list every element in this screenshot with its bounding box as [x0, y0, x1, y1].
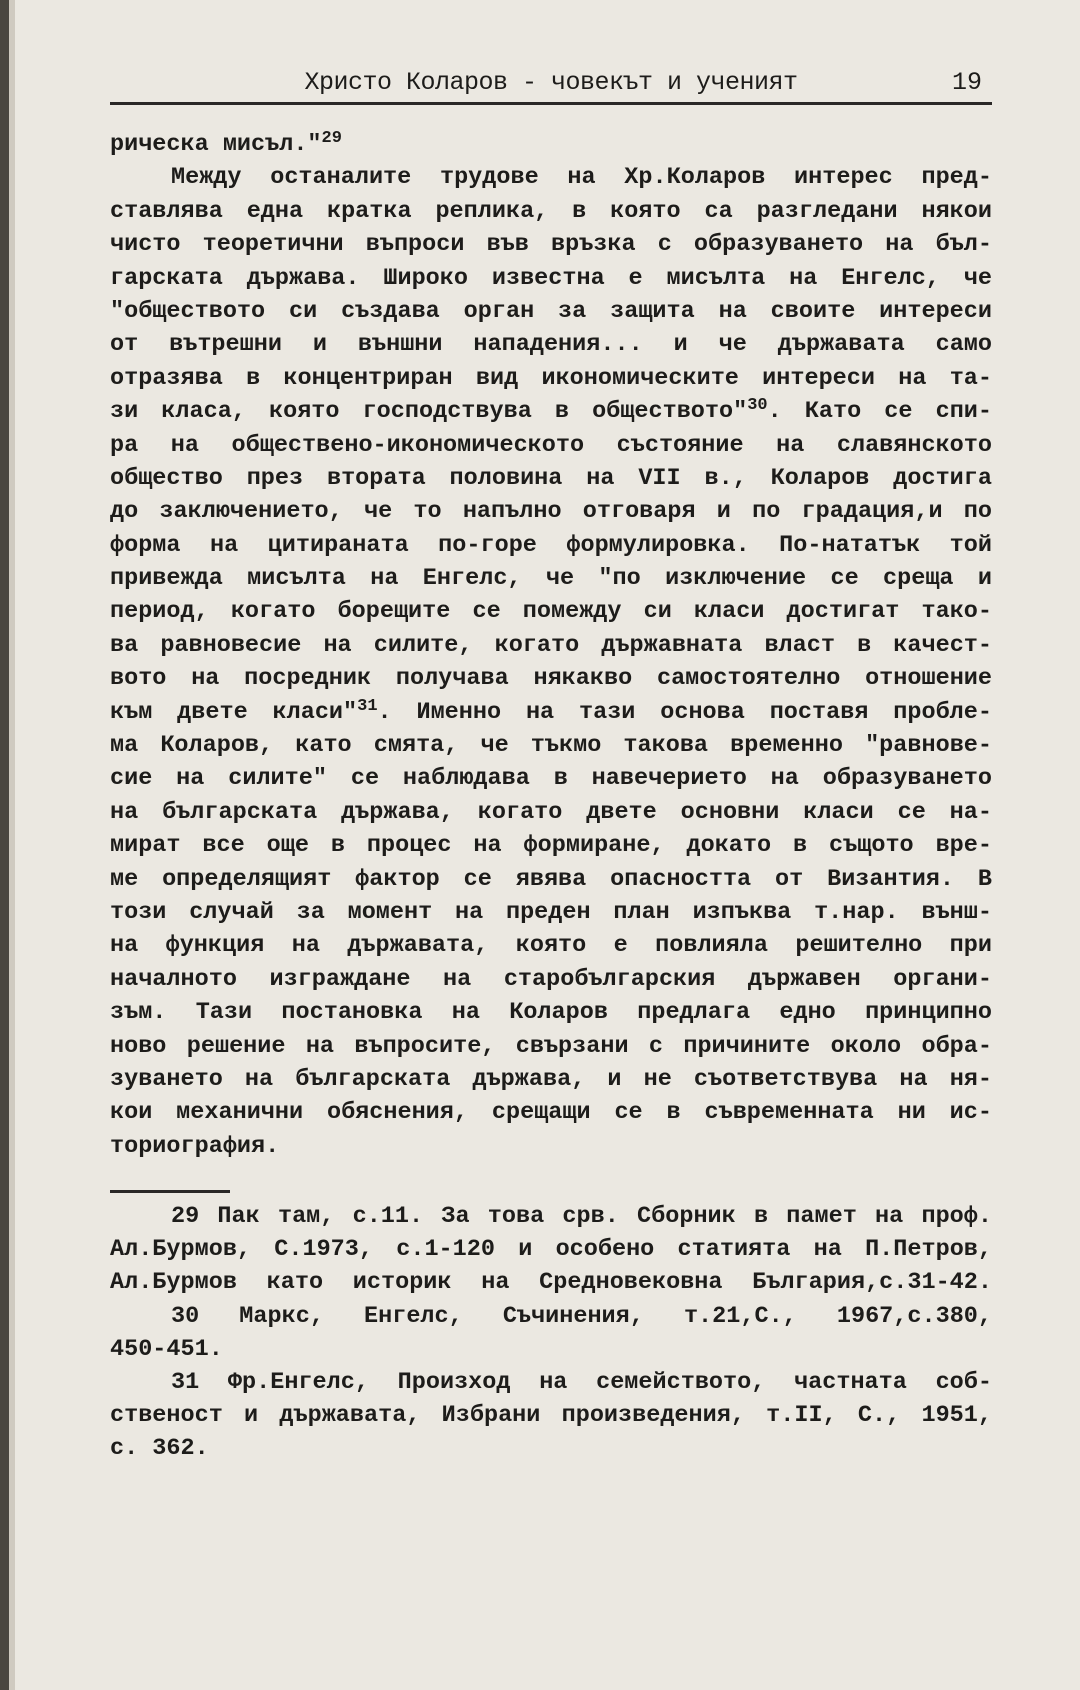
body-line: [110, 228, 992, 261]
body-line-text: ва равновесие на силите, когато държавната власт в качест-: [110, 631, 992, 659]
body-line: [110, 996, 992, 1029]
body-line: [110, 1096, 992, 1129]
body-line: [110, 161, 992, 194]
footnote-line-text: 450-451.: [110, 1335, 223, 1363]
body-line-text: ра на обществено-икономическото състояние на славянското: [110, 431, 992, 459]
body-line: [110, 128, 992, 161]
body-line-text: привежда мисълта на Енгелс, че "по изключение се среща и: [110, 565, 992, 593]
body-line: [110, 595, 992, 628]
body-line-text: "обществото си създава орган за защита на своите интереси: [110, 297, 992, 325]
body-line-text: този случай за момент на преден план изпъква т.нар. външ-: [110, 898, 992, 926]
body-line: [110, 1030, 992, 1063]
footnote-line: [110, 1366, 992, 1399]
footnote-reference: 31: [357, 696, 378, 716]
body-line-text: зуването на българската държава, и не съответствува на ня-: [110, 1065, 992, 1093]
body-line-text: сие на силите" се наблюдава в навечерието на образуването: [110, 765, 992, 793]
body-line: [110, 829, 992, 862]
body-line-text: отразява в концентриран вид икономическите интереси на та-: [110, 364, 992, 392]
body-line: [110, 963, 992, 996]
body-line-text: от вътрешни и външни нападения... и че държавата само: [110, 331, 992, 359]
body-line: [110, 662, 992, 695]
body-line-text: до заключението, че то напълно отговаря и по градация,и по: [110, 498, 992, 526]
running-header-title: Христо Коларов - човекът и ученият: [304, 68, 798, 97]
body-line-text: ново решение на въпросите, свързани с причините около обра-: [110, 1032, 992, 1060]
body-line-text: ставлява една кратка реплика, в която са разгледани някои: [110, 197, 992, 225]
footnote-line-text: с. 362.: [110, 1435, 209, 1463]
body-line-text: гарската държава. Широко известна е мисълта на Енгелс, че: [110, 264, 992, 292]
body-line-text: Между останалите трудове на Хр.Коларов интерес пред-: [171, 164, 992, 192]
body-line-text: на функция на държавата, която е повлияла решително при: [110, 932, 992, 960]
body-line: [110, 529, 992, 562]
body-line: [110, 362, 992, 395]
book-binding-edge: [0, 0, 9, 1690]
body-line: [110, 796, 992, 829]
body-line: [110, 696, 992, 729]
footnote-line: [110, 1300, 992, 1333]
body-line: [110, 195, 992, 228]
body-line: [110, 262, 992, 295]
footnote-reference: 30: [747, 396, 768, 416]
body-line: [110, 762, 992, 795]
body-line: [110, 495, 992, 528]
footnote-line: [110, 1399, 992, 1432]
footnote-line: [110, 1200, 992, 1233]
body-line-text: на българската държава, когато двете основни класи се на-: [110, 798, 992, 826]
body-line: [110, 1063, 992, 1096]
body-line-text: ма Коларов, като смята, че тъкмо такова временно "равнове-: [110, 732, 992, 760]
body-line-text: кои механични обяснения, срещащи се в съвременната ни ис-: [110, 1099, 992, 1127]
body-line: [110, 729, 992, 762]
body-line-text: към двете класи": [110, 698, 358, 726]
body-line-text-continued: . Именно на тази основа поставя пробле-: [377, 698, 992, 726]
body-line: [110, 295, 992, 328]
body-line: [110, 462, 992, 495]
page-gutter: [9, 0, 15, 1690]
body-line-text: зи класа, която господствува в обществото": [110, 398, 748, 426]
running-header: [110, 66, 992, 105]
body-line-text: общество през втората половина на VII в., Коларов достига: [110, 464, 992, 492]
body-text: [110, 128, 992, 1163]
body-line: [110, 1130, 992, 1163]
body-line: [110, 562, 992, 595]
footnote-line-text: ственост и държавата, Избрани произведения, т.II, С., 1951,: [110, 1402, 992, 1430]
body-line-text: чисто теоретични въпроси във връзка с образуването на бъл-: [110, 231, 992, 259]
body-line: [110, 863, 992, 896]
body-line: [110, 328, 992, 361]
footnote-line-text: 29 Пак там, с.11. За това срв. Сборник в памет на проф.: [171, 1203, 992, 1230]
body-line-text: зъм. Тази постановка на Коларов предлага едно принципно: [110, 999, 992, 1027]
body-line: [110, 896, 992, 929]
body-line-text: вото на посредник получава някакво самостоятелно отношение: [110, 665, 992, 693]
body-line-text: рическа мисъл.": [110, 131, 322, 158]
footnote-line-text: 30 Маркс, Енгелс, Съчинения, т.21,С., 1967,с.380,: [171, 1302, 992, 1330]
body-line: [110, 929, 992, 962]
footnotes: [110, 1200, 992, 1466]
page-number: 19: [951, 68, 982, 97]
footnote-line: [110, 1333, 992, 1366]
body-line-text: период, когато борещите се помежду си класи достигат тако-: [110, 598, 992, 626]
footnote-line: [110, 1266, 992, 1299]
footnote-separator: [110, 1190, 230, 1193]
body-line: [110, 629, 992, 662]
body-line-text-continued: . Като се спи-: [767, 398, 993, 426]
body-line: [110, 429, 992, 462]
body-line-text: мират все още в процес на формиране, докато в същото вре-: [110, 832, 992, 860]
body-line-text: началното изграждане на старобългарския държавен органи-: [110, 965, 992, 993]
body-line-text: форма на цитираната по-горе формулировка. По-нататък той: [110, 531, 992, 559]
footnote-line-text: 31 Фр.Енгелс, Произход на семейството, частната соб-: [171, 1368, 992, 1396]
body-line-text: ме определящият фактор се явява опасността от Византия. В: [110, 865, 992, 893]
footnote-reference: 29: [321, 129, 342, 148]
footnote-line-text: Ал.Бурмов, С.1973, с.1-120 и особено статията на П.Петров,: [110, 1236, 992, 1264]
body-line: [110, 395, 992, 428]
footnote-line-text: Ал.Бурмов като историк на Средновековна България,с.31-42.: [110, 1269, 992, 1297]
footnote-line: [110, 1233, 992, 1266]
footnote-line: [110, 1432, 992, 1465]
body-line-text: ториография.: [110, 1132, 280, 1160]
